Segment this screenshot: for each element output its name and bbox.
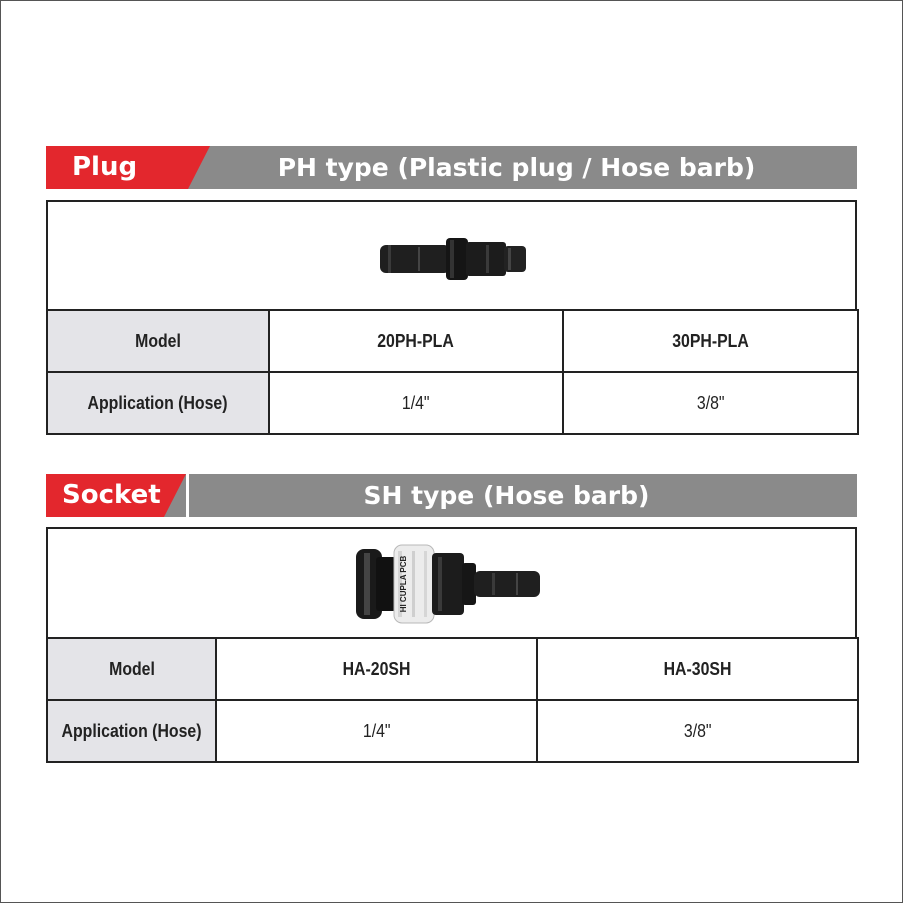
application-cell	[537, 700, 858, 762]
socket-section	[46, 474, 857, 763]
model-cell	[269, 310, 563, 372]
socket-banner	[46, 474, 857, 517]
plug-image-box	[46, 200, 857, 309]
model-header	[47, 638, 216, 700]
plug-banner	[46, 146, 857, 189]
brand-text: HI CUPLA PCB	[399, 555, 408, 613]
socket-image-box	[46, 527, 857, 637]
model-header	[47, 310, 269, 372]
cell-label: Model	[135, 330, 181, 351]
plastic-plug-hose-barb-icon	[46, 202, 857, 309]
socket-hose-barb-icon	[46, 529, 857, 637]
cell-value: 1/4"	[362, 720, 391, 741]
cell-value: 3/8"	[696, 392, 725, 413]
application-header	[47, 700, 216, 762]
model-cell	[537, 638, 858, 700]
cell-value: 30PH-PLA	[672, 330, 749, 351]
cell-value: 20PH-PLA	[377, 330, 455, 351]
plug-spec-table	[46, 309, 859, 435]
plug-section	[46, 146, 857, 435]
socket-tag: Socket	[46, 474, 164, 517]
application-cell	[563, 372, 858, 434]
cell-value: 3/8"	[683, 720, 712, 741]
model-cell	[216, 638, 537, 700]
application-cell	[216, 700, 537, 762]
plug-title: PH type (Plastic plug / Hose barb)	[277, 153, 756, 182]
table-row	[47, 700, 858, 762]
cell-value: 1/4"	[402, 392, 430, 413]
cell-label: Model	[108, 658, 155, 679]
table-row	[47, 372, 858, 434]
application-cell	[269, 372, 563, 434]
cell-value: HA-20SH	[342, 658, 411, 679]
application-header	[47, 372, 269, 434]
cell-label: Application (Hose)	[88, 392, 228, 413]
table-row	[47, 638, 858, 700]
cell-value: HA-30SH	[663, 658, 732, 679]
socket-spec-table	[46, 637, 859, 763]
cell-label: Application (Hose)	[61, 720, 202, 741]
table-row	[47, 310, 858, 372]
model-cell	[563, 310, 858, 372]
socket-title: SH type (Hose barb)	[363, 481, 650, 510]
plug-tag: Plug	[46, 146, 188, 189]
